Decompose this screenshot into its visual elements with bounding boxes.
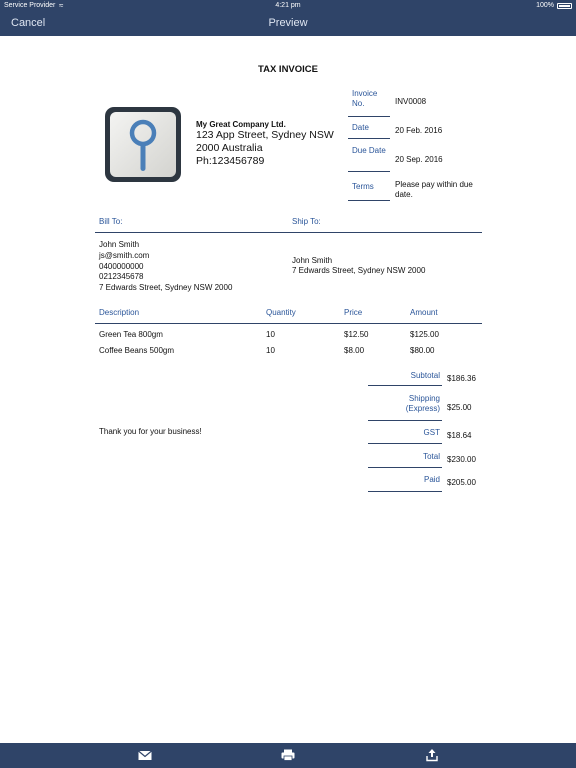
divider	[95, 232, 482, 233]
paid-label: Paid	[423, 475, 440, 484]
item-price: $8.00	[344, 346, 365, 355]
magnifier-icon	[105, 107, 181, 182]
gst-value: $18.64	[447, 431, 472, 440]
gst-label: GST	[423, 428, 440, 437]
date-label: Date	[348, 123, 390, 139]
company-address-line-2: 2000 Australia	[196, 142, 263, 154]
item-amount: $80.00	[410, 346, 435, 355]
terms-label: Terms	[348, 182, 390, 201]
wifi-icon: ≈	[59, 1, 64, 10]
ship-to-name: John Smith	[292, 256, 333, 265]
cancel-button[interactable]: Cancel	[11, 17, 46, 29]
company-address-line-1: 123 App Street, Sydney NSW	[196, 129, 334, 141]
divider	[368, 385, 442, 386]
item-description: Coffee Beans 500gm	[99, 346, 175, 355]
subtotal-value: $186.36	[447, 374, 476, 383]
column-quantity: Quantity	[266, 308, 296, 317]
bill-to-address: 7 Edwards Street, Sydney NSW 2000	[99, 283, 233, 292]
paid-value: $205.00	[447, 478, 476, 487]
date-value: 20 Feb. 2016	[395, 126, 443, 135]
bill-to-email: js@smith.com	[99, 251, 150, 260]
battery-icon	[557, 3, 572, 9]
company-logo	[105, 107, 181, 182]
total-value: $230.00	[447, 455, 476, 464]
terms-value: Please pay within due date.	[395, 180, 473, 199]
subtotal-label: Subtotal	[410, 371, 440, 380]
bill-to-mobile: 0400000000	[99, 262, 144, 271]
invoice-no-label: Invoice No.	[348, 89, 390, 117]
divider	[368, 420, 442, 421]
company-phone: Ph:123456789	[196, 155, 265, 167]
divider	[368, 443, 442, 444]
item-description: Green Tea 800gm	[99, 330, 163, 339]
thank-you-note: Thank you for your business!	[99, 427, 202, 436]
navigation-bar	[0, 12, 576, 36]
mail-icon[interactable]	[137, 748, 153, 762]
ship-to-address: 7 Edwards Street, Sydney NSW 2000	[292, 266, 426, 275]
share-icon[interactable]	[424, 748, 440, 762]
column-price: Price	[344, 308, 363, 317]
divider	[368, 491, 442, 492]
ship-to-label: Ship To:	[292, 217, 321, 226]
bill-to-name: John Smith	[99, 240, 140, 249]
status-bar	[0, 0, 576, 12]
battery-percent: 100%	[536, 2, 554, 9]
column-amount: Amount	[410, 308, 438, 317]
invoice-document	[0, 36, 576, 743]
invoice-no-value: INV0008	[395, 97, 427, 106]
column-description: Description	[99, 308, 140, 317]
shipping-label: Shipping (Express)	[405, 394, 440, 413]
carrier-label: Service Provider	[4, 2, 56, 9]
item-quantity: 10	[266, 330, 275, 339]
divider	[95, 323, 482, 324]
due-date-label: Due Date	[348, 146, 390, 172]
nav-title: Preview	[268, 17, 308, 29]
status-time: 4:21 pm	[275, 2, 301, 9]
item-price: $12.50	[344, 330, 369, 339]
shipping-value: $25.00	[447, 403, 472, 412]
bill-to-label: Bill To:	[99, 217, 123, 226]
company-name: My Great Company Ltd.	[196, 120, 286, 129]
bottom-toolbar	[0, 743, 576, 768]
item-quantity: 10	[266, 346, 275, 355]
invoice-title: TAX INVOICE	[258, 64, 318, 75]
bill-to-phone: 0212345678	[99, 272, 144, 281]
item-amount: $125.00	[410, 330, 439, 339]
print-icon[interactable]	[280, 748, 296, 762]
due-date-value: 20 Sep. 2016	[395, 155, 443, 164]
divider	[368, 467, 442, 468]
total-label: Total	[423, 452, 440, 461]
company-info	[196, 120, 346, 168]
